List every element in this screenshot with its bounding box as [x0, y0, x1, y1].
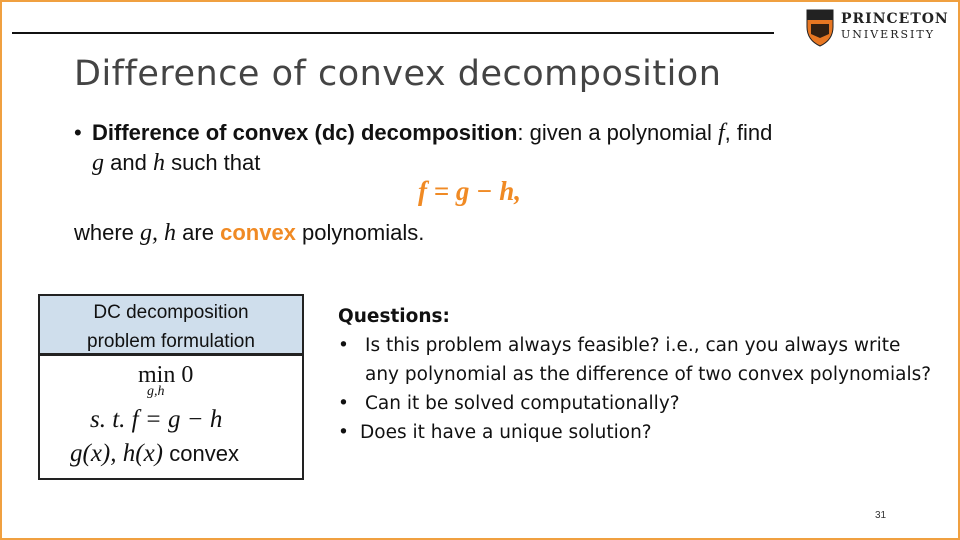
var-h: h	[152, 150, 165, 176]
question-item: • Can it be solved computationally?	[338, 393, 680, 414]
bullet-text-2: , find	[724, 120, 773, 145]
bullet-text-1: : given a polynomial	[517, 120, 712, 145]
bullet-text-3: and	[110, 150, 147, 175]
slide-title: Difference of convex decomposition	[74, 54, 722, 94]
question-item: • Is this problem always feasible? i.e., can you always write any polynomial as the difference of two convex polynomials?	[338, 335, 932, 385]
logo-line-2: UNIVERSITY	[841, 28, 935, 41]
dc-formulation-box	[38, 294, 304, 480]
where-vars: g, h	[140, 220, 177, 246]
where-line: where g, h are convex polynomials.	[74, 220, 425, 246]
logo-line-1: PRINCETON	[841, 11, 949, 27]
objective-subscript: g,h	[147, 384, 165, 399]
question-item: • Does it have a unique solution?	[338, 422, 652, 443]
convex-highlight: convex	[220, 220, 296, 245]
objective: min 0	[138, 362, 194, 388]
bold-term: Difference of convex (dc) decomposition	[92, 120, 518, 145]
questions-heading: Questions:	[338, 306, 450, 327]
convexity-constraint: g(x), h(x) convex	[70, 440, 239, 467]
var-f: f	[717, 120, 725, 146]
questions-block	[338, 302, 938, 447]
var-g: g	[92, 150, 104, 176]
page-number: 31	[875, 510, 887, 521]
bullet-dot: •	[74, 120, 82, 145]
princeton-logo	[805, 7, 955, 49]
constraint: s. t. f = g − h	[90, 406, 223, 433]
bullet-text-4: such that	[171, 150, 261, 175]
title-rule	[12, 32, 774, 34]
definition-bullet	[74, 118, 894, 178]
princeton-shield-icon	[805, 7, 835, 47]
dc-box-header: DC decomposition problem formulation	[40, 296, 302, 356]
dc-equation: f = g − h,	[418, 176, 522, 206]
